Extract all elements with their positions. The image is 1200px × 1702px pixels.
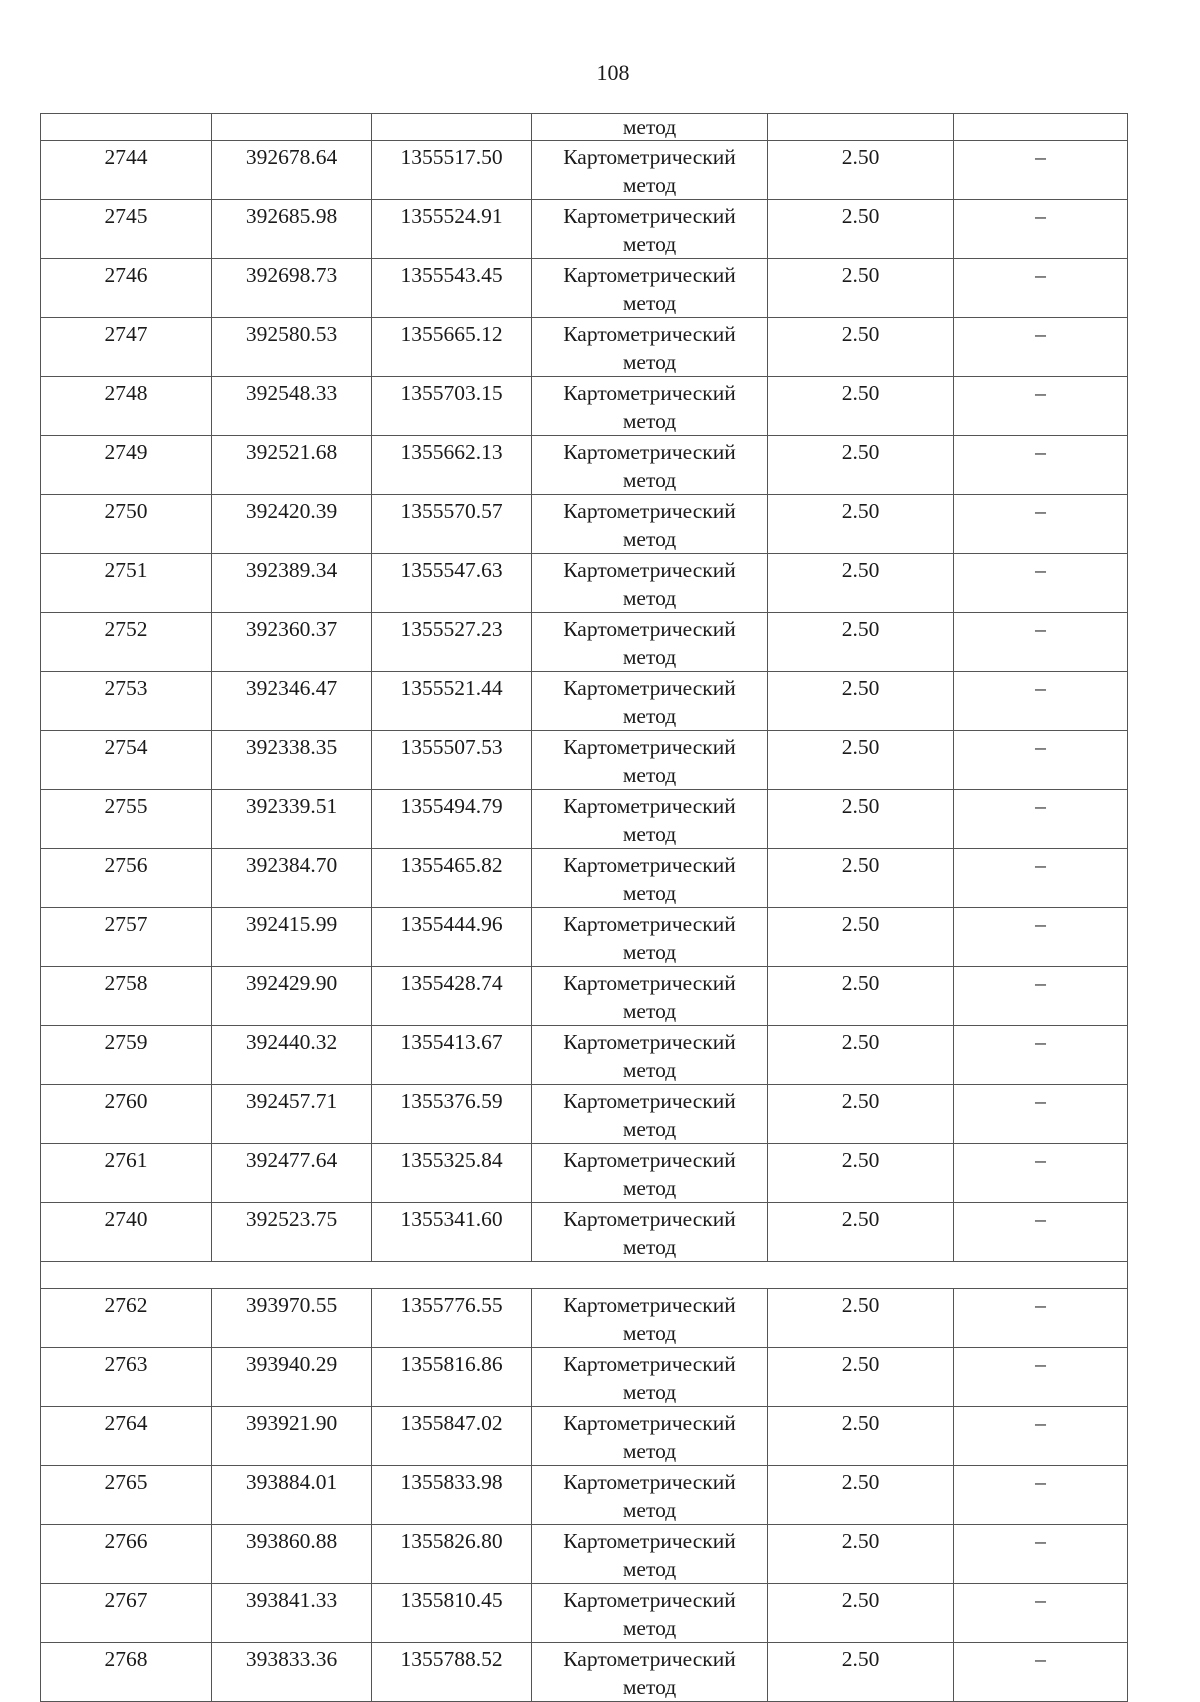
coordinate-x: 392548.33 [212,377,372,436]
method-line-2: метод [622,291,677,315]
method-line-1: Картометрический [563,204,736,228]
point-number: 2740 [41,1203,212,1262]
coordinate-x: 392678.64 [212,141,372,200]
coordinate-y: 1355494.79 [372,790,532,849]
point-number: 2758 [41,967,212,1026]
table-row [41,554,1128,613]
method-line-1: Картометрический [563,558,736,582]
table-row [41,790,1128,849]
coordinate-x: 392415.99 [212,908,372,967]
method-line-1: Картометрический [563,617,736,641]
point-number: 2748 [41,377,212,436]
method-line-1: Картометрический [563,1030,736,1054]
table-cell [372,114,532,141]
note: – [954,377,1128,436]
method-line-1: Картометрический [563,971,736,995]
method-line-1: Картометрический [563,1470,736,1494]
coordinate-x: 393841.33 [212,1584,372,1643]
coordinate-x: 393970.55 [212,1289,372,1348]
note: – [954,1348,1128,1407]
method-line-1: Картометрический [563,1529,736,1553]
coordinate-x: 393860.88 [212,1525,372,1584]
method-line-2: метод [622,527,677,551]
point-number: 2754 [41,731,212,790]
method-line-2: метод [622,1058,677,1082]
method-line-1: Картометрический [563,912,736,936]
table-cell [768,114,954,141]
note: – [954,1085,1128,1144]
coordinate-y: 1355524.91 [372,200,532,259]
table-cell [532,114,768,141]
note: – [954,1466,1128,1525]
point-number: 2747 [41,318,212,377]
accuracy: 2.50 [768,554,954,613]
point-number: 2763 [41,1348,212,1407]
table-row [41,495,1128,554]
coordinate-x: 392360.37 [212,613,372,672]
table-row [41,1525,1128,1584]
coordinates-table [40,113,1128,1702]
accuracy: 2.50 [768,672,954,731]
coordinate-x: 392346.47 [212,672,372,731]
accuracy: 2.50 [768,259,954,318]
method-cell [532,554,768,613]
method-line-2: метод [622,822,677,846]
note: – [954,495,1128,554]
table-row [41,259,1128,318]
method-cell [532,731,768,790]
point-number: 2766 [41,1525,212,1584]
table-row [41,141,1128,200]
note: – [954,1289,1128,1348]
note: – [954,1643,1128,1702]
accuracy: 2.50 [768,1407,954,1466]
coordinate-y: 1355428.74 [372,967,532,1026]
table-row [41,908,1128,967]
coordinate-y: 1355703.15 [372,377,532,436]
method-cell [532,1026,768,1085]
coordinate-y: 1355847.02 [372,1407,532,1466]
coordinate-y: 1355776.55 [372,1289,532,1348]
method-line-1: Картометрический [563,1411,736,1435]
method-cell [532,967,768,1026]
table-row [41,1289,1128,1348]
method-line-2: метод [622,763,677,787]
coordinate-y: 1355543.45 [372,259,532,318]
method-line-1: Картометрический [563,1647,736,1671]
method-cell [532,672,768,731]
note: – [954,259,1128,318]
method-cell [532,436,768,495]
accuracy: 2.50 [768,377,954,436]
point-number: 2744 [41,141,212,200]
method-line-2: метод [622,1557,677,1581]
table-row [41,1026,1128,1085]
coordinate-x: 392384.70 [212,849,372,908]
table-row [41,967,1128,1026]
coordinate-x: 392477.64 [212,1144,372,1203]
method-line-1: Картометрический [563,1293,736,1317]
point-number: 2755 [41,790,212,849]
method-line-1: Картометрический [563,676,736,700]
table-cell [954,114,1128,141]
method-line-1: Картометрический [563,1089,736,1113]
accuracy: 2.50 [768,790,954,849]
method-line-2: метод [622,232,677,256]
accuracy: 2.50 [768,849,954,908]
accuracy: 2.50 [768,1026,954,1085]
point-number: 2746 [41,259,212,318]
coordinate-y: 1355826.80 [372,1525,532,1584]
method-cell [532,790,768,849]
method-line-2: метод [622,1439,677,1463]
separator-cell [41,1262,1128,1289]
method-line-1: Картометрический [563,322,736,346]
coordinate-y: 1355570.57 [372,495,532,554]
accuracy: 2.50 [768,141,954,200]
coordinate-y: 1355833.98 [372,1466,532,1525]
coordinate-x: 393833.36 [212,1643,372,1702]
method-line-1: Картометрический [563,1352,736,1376]
accuracy: 2.50 [768,1643,954,1702]
note: – [954,1026,1128,1085]
method-line-1: Картометрический [563,1148,736,1172]
coordinate-x: 393921.90 [212,1407,372,1466]
method-line-1: Картометрический [563,735,736,759]
method-cell [532,908,768,967]
table-row [41,1085,1128,1144]
contour-separator-row [41,1262,1128,1289]
page-number: 108 [596,60,630,85]
note: – [954,908,1128,967]
accuracy: 2.50 [768,1466,954,1525]
carry-over-row [41,114,1128,141]
coordinate-y: 1355547.63 [372,554,532,613]
accuracy: 2.50 [768,1289,954,1348]
method-cell [532,1584,768,1643]
method-cell [532,1085,768,1144]
table-row [41,377,1128,436]
method-cell [532,1525,768,1584]
method-line-1: Картометрический [563,440,736,464]
table-row [41,1203,1128,1262]
note: – [954,554,1128,613]
method-line-2: метод [622,1380,677,1404]
coordinate-y: 1355662.13 [372,436,532,495]
point-number: 2750 [41,495,212,554]
method-cell [532,1466,768,1525]
method-cell [532,849,768,908]
point-number: 2745 [41,200,212,259]
table-row [41,1407,1128,1466]
note: – [954,141,1128,200]
coordinate-x: 392580.53 [212,318,372,377]
point-number: 2752 [41,613,212,672]
point-number: 2767 [41,1584,212,1643]
method-line-1: Картометрический [563,381,736,405]
table-row [41,1466,1128,1525]
note: – [954,1203,1128,1262]
accuracy: 2.50 [768,495,954,554]
method-cell [532,377,768,436]
coordinate-x: 392457.71 [212,1085,372,1144]
note: – [954,967,1128,1026]
coordinate-y: 1355816.86 [372,1348,532,1407]
point-number: 2765 [41,1466,212,1525]
accuracy: 2.50 [768,967,954,1026]
point-number: 2768 [41,1643,212,1702]
accuracy: 2.50 [768,1144,954,1203]
table-cell [212,114,372,141]
accuracy: 2.50 [768,1584,954,1643]
method-cell [532,1144,768,1203]
method-line-1: Картометрический [563,499,736,523]
point-number: 2761 [41,1144,212,1203]
table-row [41,613,1128,672]
method-line-2: метод [622,1321,677,1345]
method-line-2: метод [622,1117,677,1141]
method-line-2: метод [622,704,677,728]
method-cell [532,141,768,200]
method-line-2: метод [622,1498,677,1522]
point-number: 2753 [41,672,212,731]
method-cell [532,1643,768,1702]
method-line-1: Картометрический [563,1588,736,1612]
method-line-2: метод [622,940,677,964]
method-line-2: метод [622,586,677,610]
note: – [954,1525,1128,1584]
table-row [41,436,1128,495]
method-cell [532,1348,768,1407]
method-line-2: метод [622,999,677,1023]
coordinate-y: 1355521.44 [372,672,532,731]
coordinate-y: 1355413.67 [372,1026,532,1085]
accuracy: 2.50 [768,1085,954,1144]
method-line-1: Картометрический [563,263,736,287]
note: – [954,790,1128,849]
method-cell [532,259,768,318]
method-line-2: метод [622,409,677,433]
coordinate-y: 1355527.23 [372,613,532,672]
accuracy: 2.50 [768,436,954,495]
table-row [41,200,1128,259]
note: – [954,436,1128,495]
table-row [41,1348,1128,1407]
method-line-2: метод [622,1616,677,1640]
method-cell [532,495,768,554]
table-row [41,1584,1128,1643]
method-line-1: Картометрический [563,1207,736,1231]
method-line-1: Картометрический [563,145,736,169]
note: – [954,672,1128,731]
point-number: 2764 [41,1407,212,1466]
table-cell [41,114,212,141]
accuracy: 2.50 [768,1348,954,1407]
accuracy: 2.50 [768,908,954,967]
coordinate-x: 392698.73 [212,259,372,318]
carry-over-text: метод [622,115,677,139]
coordinate-y: 1355810.45 [372,1584,532,1643]
table-row [41,672,1128,731]
method-line-2: метод [622,645,677,669]
point-number: 2756 [41,849,212,908]
accuracy: 2.50 [768,318,954,377]
point-number: 2762 [41,1289,212,1348]
method-line-2: метод [622,350,677,374]
method-line-1: Картометрический [563,794,736,818]
note: – [954,200,1128,259]
coordinate-y: 1355341.60 [372,1203,532,1262]
method-cell [532,318,768,377]
coordinate-x: 392440.32 [212,1026,372,1085]
note: – [954,1407,1128,1466]
method-cell [532,1203,768,1262]
method-line-2: метод [622,173,677,197]
accuracy: 2.50 [768,613,954,672]
coordinate-y: 1355788.52 [372,1643,532,1702]
note: – [954,731,1128,790]
coordinate-x: 392339.51 [212,790,372,849]
coordinate-y: 1355376.59 [372,1085,532,1144]
table-row [41,1144,1128,1203]
coordinate-x: 392389.34 [212,554,372,613]
method-line-1: Картометрический [563,853,736,877]
table-row [41,1643,1128,1702]
coordinate-y: 1355517.50 [372,141,532,200]
coordinate-y: 1355507.53 [372,731,532,790]
point-number: 2759 [41,1026,212,1085]
method-cell [532,200,768,259]
coordinate-x: 392521.68 [212,436,372,495]
method-line-2: метод [622,881,677,905]
note: – [954,849,1128,908]
coordinate-x: 392429.90 [212,967,372,1026]
method-cell [532,613,768,672]
coordinate-y: 1355665.12 [372,318,532,377]
point-number: 2760 [41,1085,212,1144]
method-line-2: метод [622,1176,677,1200]
point-number: 2757 [41,908,212,967]
accuracy: 2.50 [768,1203,954,1262]
coordinate-y: 1355325.84 [372,1144,532,1203]
accuracy: 2.50 [768,731,954,790]
method-cell [532,1289,768,1348]
accuracy: 2.50 [768,1525,954,1584]
table-row [41,731,1128,790]
note: – [954,1144,1128,1203]
note: – [954,1584,1128,1643]
coordinate-y: 1355444.96 [372,908,532,967]
coordinate-x: 392685.98 [212,200,372,259]
coordinate-x: 392523.75 [212,1203,372,1262]
coordinate-x: 392338.35 [212,731,372,790]
coordinate-x: 393884.01 [212,1466,372,1525]
note: – [954,318,1128,377]
table-row [41,318,1128,377]
note: – [954,613,1128,672]
method-cell [532,1407,768,1466]
table-row [41,849,1128,908]
point-number: 2749 [41,436,212,495]
method-line-2: метод [622,1235,677,1259]
method-line-2: метод [622,468,677,492]
point-number: 2751 [41,554,212,613]
method-line-2: метод [622,1675,677,1699]
accuracy: 2.50 [768,200,954,259]
coordinate-y: 1355465.82 [372,849,532,908]
coordinate-x: 392420.39 [212,495,372,554]
coordinate-x: 393940.29 [212,1348,372,1407]
